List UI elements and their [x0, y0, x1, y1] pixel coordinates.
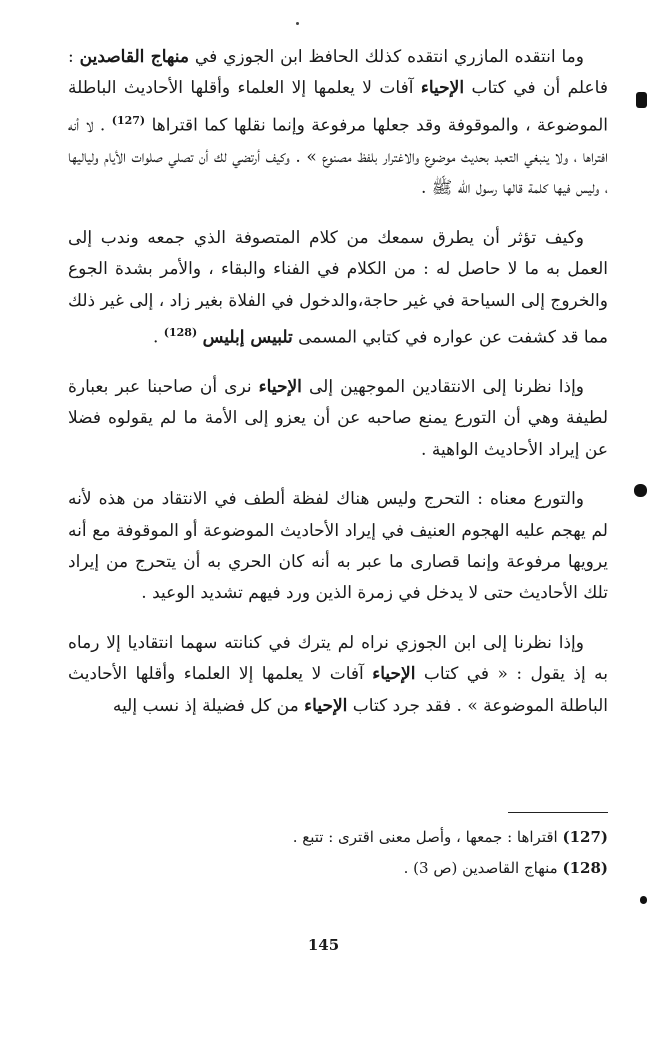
- footnote-ref: (128): [163, 325, 198, 339]
- emphasis-text: الإحياء: [420, 78, 465, 99]
- emphasis-text: الإحياء: [372, 664, 416, 685]
- paragraph: [68, 628, 608, 722]
- text-run: وإذا نظرنا إلى الانتقادين الموجهين إلى: [301, 376, 584, 397]
- footnote-ref: (127): [111, 113, 146, 127]
- footnote-127: [68, 822, 608, 853]
- text-run: وما انتقده المازري انتقده كذلك الحافظ ابن الجوزي في: [189, 47, 584, 67]
- text-run: والتورع معناه : التحرج وليس هناك لفظة ألطف في الانتقاد من هذه لأنه لم يهجم عليه الهجوم العنيف في إيراد الأحاديث الموضوعة أو الموقوفة مع أنه يرويها مرفوعة وإنما قصارى ما عبر به أنه كان الحري به أن يتحرج من إيراد تلك الأحاديث حتى لا يدخل في زمرة الذين ورد فيهم تشديد الوعيد .: [68, 489, 608, 604]
- text-run: وإذا نظرنا إلى ابن الجوزي نراه لم يترك في كنانته سهما انتقاديا إلا رماه به إذ يقول : « في كتاب: [68, 632, 609, 685]
- paragraph: [68, 372, 608, 466]
- footnote-separator: [508, 812, 608, 813]
- text-run: من كل فضيلة إذ نسب إليه: [112, 695, 305, 716]
- footnote-text: اقتراها : جمعها ، وأصل معنى اقترى : تتبع .: [292, 828, 558, 846]
- page-number: 145: [307, 936, 340, 954]
- text-run: وكيف تؤثر أن يطرق سمعك من كلام المتصوفة الذي جمعه وندب إلى العمل به ما لا حاصل له : من الكلام في الفناء والبقاء ، والأمر بشدة الجوع والخروج إلى السياحة في غير حاجة،والدخول في الفلاة بغير زاد ، إلى غير ذلك مما قد كشفت عن عواره في كتابي المسمى: [68, 227, 608, 348]
- text-run: آفات لا يعلمها إلا العلماء وأقلها الأحاديث الباطلة الموضوعة » . فقد جرد كتاب: [68, 664, 608, 716]
- footnote-text: منهاج القاصدين (ص 3) .: [403, 859, 558, 877]
- scan-edge-mark: [634, 484, 647, 497]
- emphasis-text: منهاج القاصدين: [79, 47, 189, 67]
- body-text: [68, 42, 608, 740]
- scan-speck: [296, 22, 299, 25]
- emphasis-text: الإحياء: [304, 695, 348, 716]
- text-run: .: [152, 327, 164, 348]
- paragraph: [68, 223, 608, 354]
- text-run: : فاعلم أن في كتاب: [68, 47, 608, 99]
- paragraph: [68, 42, 608, 205]
- text-run: نرى أن صاحبنا عبر بعبارة لطيفة وهي أن التورع يمنع صاحبه عن أن يعزو إلى الأمة ما لم يقولوه فضلا عن إيراد الأحاديث الواهية .: [68, 376, 608, 460]
- text-run: آفات لا يعلمها إلا العلماء وأقلها الأحاديث الباطلة الموضوعة ، والموقوفة وقد جعلها مرفوعة وإنما نقلها كما اقتراها: [68, 78, 608, 136]
- footnote-128: [68, 853, 608, 884]
- scan-edge-mark: [640, 896, 647, 904]
- scan-edge-mark: [636, 92, 647, 108]
- emphasis-text: الإحياء: [258, 376, 302, 397]
- footnote-number: (127): [562, 828, 608, 846]
- footnote-number: (128): [562, 859, 608, 877]
- text-run: . لا أنه افتراها ، ولا ينبغي التعبد بحديث موضوع والاغترار بلفظ مصنوع » . وكيف أرتضي لك أن تصلي صلوات الأيام ولياليها ، وليس فيها كلمة قالها رسول الله ﷺ .: [68, 115, 608, 199]
- emphasis-text: تلبيس إبليس: [202, 327, 293, 348]
- footnotes: [68, 822, 608, 884]
- paragraph: [68, 484, 608, 610]
